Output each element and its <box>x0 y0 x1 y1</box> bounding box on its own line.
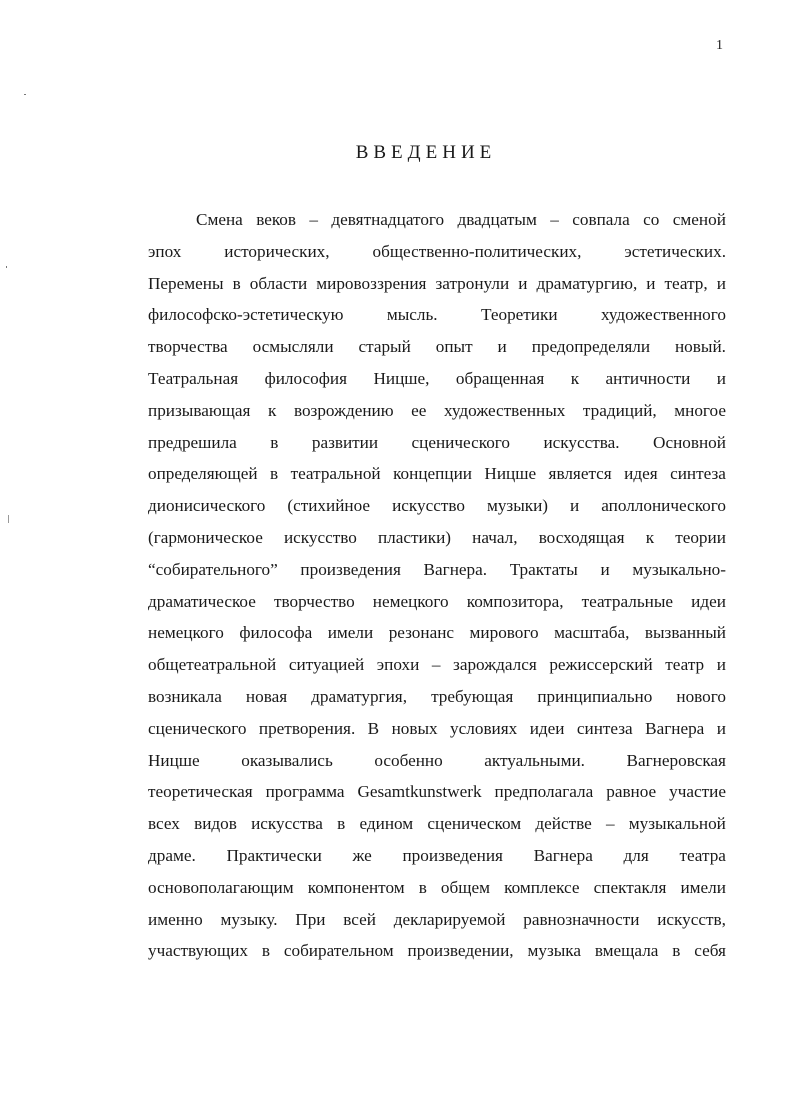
text-line <box>148 522 726 554</box>
word: художественного <box>600 305 726 325</box>
word: эстетических. <box>624 241 726 261</box>
word: новая <box>245 686 288 706</box>
word: Вагнеровская <box>626 750 726 770</box>
word: предполагала <box>494 782 594 802</box>
word: и <box>600 559 610 579</box>
word: условиях <box>450 718 518 738</box>
word: синтеза <box>576 718 633 738</box>
word: философия <box>264 368 347 388</box>
word: драматургия, <box>311 686 408 706</box>
word: многое <box>674 400 726 420</box>
scan-speck <box>24 94 26 95</box>
word: основополагающим <box>148 877 294 897</box>
word: комплексе <box>504 877 580 897</box>
word: мирового <box>469 623 539 643</box>
word: театральной <box>290 464 381 484</box>
word: себя <box>694 941 726 961</box>
word: участвующих <box>148 941 248 961</box>
word: немецкого <box>148 623 224 643</box>
word: в <box>261 941 270 961</box>
word: Вагнера <box>645 718 705 738</box>
word: драматическое <box>148 591 256 611</box>
word: девятнадцатого <box>331 210 445 229</box>
word: философа <box>239 623 313 643</box>
word: искусства <box>251 814 323 834</box>
scan-speck <box>6 266 7 268</box>
word: спектакля <box>593 877 667 897</box>
word: имели <box>327 623 374 643</box>
word: в <box>672 941 681 961</box>
word: дионисического <box>148 496 266 516</box>
word: новых <box>391 718 438 738</box>
word: ситуацией <box>288 655 365 675</box>
word: (стихийное <box>287 496 371 516</box>
word: претворения. <box>258 718 356 738</box>
word: театральные <box>581 591 674 611</box>
word: мировоззрения <box>316 273 427 293</box>
text-line <box>148 649 726 681</box>
word: масштаба, <box>554 623 630 643</box>
word: исторических, <box>224 241 330 261</box>
word: в <box>418 877 427 897</box>
word: принципиально <box>537 686 653 706</box>
word: музыкальной <box>628 814 726 834</box>
word: теории <box>675 527 726 547</box>
word: области <box>249 273 308 293</box>
word: При <box>295 909 326 929</box>
text-line <box>148 427 726 459</box>
word: искусств, <box>657 909 726 929</box>
word: затронули <box>435 273 510 293</box>
word: и <box>716 655 726 675</box>
word: сценическом <box>427 814 522 834</box>
text-line <box>148 776 726 808</box>
word: мысль. <box>386 305 438 325</box>
word: композитора, <box>466 591 564 611</box>
word: со <box>643 210 660 229</box>
word: и <box>646 273 656 293</box>
word: в <box>337 814 346 834</box>
word: веков <box>256 210 297 229</box>
word: идея <box>624 464 658 484</box>
text-line <box>148 840 726 872</box>
word: музыку. <box>220 909 278 929</box>
word: и <box>518 273 528 293</box>
word: – <box>431 655 441 675</box>
word: начал, <box>472 527 518 547</box>
word: резонанс <box>388 623 455 643</box>
word: – <box>550 210 559 229</box>
word: искусство <box>392 496 465 516</box>
word: эпохи <box>376 655 420 675</box>
word: – <box>605 814 615 834</box>
word: Ницше <box>484 464 537 484</box>
word: творчества <box>148 337 228 357</box>
word: сценического <box>148 718 247 738</box>
word: идеи <box>691 591 726 611</box>
word: художественных <box>443 400 566 420</box>
word: действе <box>535 814 592 834</box>
word: “собирательного” <box>148 559 278 579</box>
text-line <box>148 490 726 522</box>
word: новый. <box>674 337 726 357</box>
word: совпала <box>572 210 630 229</box>
word: произведении, <box>407 941 514 961</box>
page-number: 1 <box>716 38 723 53</box>
word: театра <box>679 845 726 865</box>
word: театр, <box>664 273 708 293</box>
word: осмысляли <box>252 337 334 357</box>
word: же <box>352 845 372 865</box>
word: музыка <box>527 941 581 961</box>
text-line <box>148 268 726 300</box>
word: Gesamtkunstwerk <box>357 782 482 802</box>
word: Вагнера <box>533 845 593 865</box>
word: Вагнера. <box>423 559 488 579</box>
word: декларируемой <box>393 909 506 929</box>
word: и <box>497 337 507 357</box>
word: двадцатым <box>457 210 537 229</box>
word: старый <box>358 337 411 357</box>
word: В <box>367 718 380 738</box>
word: Практически <box>226 845 322 865</box>
word: именно <box>148 909 203 929</box>
text-line <box>148 745 726 777</box>
word: общем <box>440 877 491 897</box>
word: требующая <box>431 686 514 706</box>
word: театр <box>665 655 705 675</box>
word: возникала <box>148 686 222 706</box>
word: особенно <box>374 750 443 770</box>
text-line <box>148 236 726 268</box>
word: и <box>716 273 726 293</box>
word: предрешила <box>148 432 237 452</box>
word: искусства. <box>543 432 620 452</box>
word: возрождению <box>293 400 394 420</box>
word: всей <box>343 909 376 929</box>
text-line <box>148 904 726 936</box>
word: музыки) <box>486 496 549 516</box>
word: призывающая <box>148 400 251 420</box>
word: ее <box>411 400 427 420</box>
word: собирательном <box>283 941 394 961</box>
word: нового <box>676 686 726 706</box>
word: обращенная <box>455 368 545 388</box>
text-line <box>148 872 726 904</box>
word: и <box>570 496 580 516</box>
text-line <box>148 713 726 745</box>
text-line <box>148 935 726 967</box>
word: общественно-политических, <box>372 241 582 261</box>
word: аполлонического <box>601 496 726 516</box>
word: едином <box>359 814 414 834</box>
text-line <box>148 681 726 713</box>
word: философско-эстетическую <box>148 305 344 325</box>
word: (гармоническое <box>148 527 263 547</box>
word: равное <box>606 782 657 802</box>
word: зарождался <box>453 655 537 675</box>
text-line <box>148 554 726 586</box>
word: Перемены <box>148 273 224 293</box>
text-line <box>148 458 726 490</box>
word: искусство <box>283 527 357 547</box>
word: в <box>270 464 279 484</box>
word: драматургию, <box>536 273 638 293</box>
word: вызванный <box>644 623 726 643</box>
text-line <box>148 586 726 618</box>
word: античности <box>605 368 691 388</box>
word: опыт <box>435 337 473 357</box>
word: Трактаты <box>509 559 578 579</box>
word: Ницше, <box>373 368 430 388</box>
word: всех <box>148 814 180 834</box>
text-line <box>148 617 726 649</box>
word: эпох <box>148 241 182 261</box>
word: сменой <box>672 210 726 229</box>
word: предопределяли <box>531 337 651 357</box>
word: и <box>716 368 726 388</box>
word: пластики) <box>377 527 451 547</box>
word: компонентом <box>307 877 405 897</box>
word: сценического <box>411 432 510 452</box>
page-title: ВВЕДЕНИЕ <box>355 142 497 163</box>
word: творчество <box>273 591 355 611</box>
word: концепции <box>393 464 472 484</box>
word: идеи <box>529 718 565 738</box>
text-line <box>148 395 726 427</box>
text-line <box>148 808 726 840</box>
word: произведения <box>402 845 503 865</box>
word: к <box>645 527 655 547</box>
word: развитии <box>311 432 379 452</box>
text-line <box>148 299 726 331</box>
word: теоретическая <box>148 782 253 802</box>
text-line <box>148 331 726 363</box>
word: к <box>268 400 277 420</box>
scan-speck <box>8 515 9 523</box>
word: Театральная <box>148 368 239 388</box>
word: в <box>270 432 279 452</box>
word: музыкально- <box>632 559 726 579</box>
word: немецкого <box>372 591 449 611</box>
word: Теоретики <box>481 305 558 325</box>
word: является <box>548 464 612 484</box>
word: актуальными. <box>484 750 585 770</box>
body-text <box>148 204 726 967</box>
text-line <box>148 363 726 395</box>
word: видов <box>194 814 237 834</box>
word: общетеатральной <box>148 655 277 675</box>
text-line <box>148 204 726 236</box>
word: для <box>623 845 649 865</box>
word: равнозначности <box>523 909 640 929</box>
word: Ницше <box>148 750 200 770</box>
word: вмещала <box>594 941 659 961</box>
word: произведения <box>300 559 401 579</box>
word: – <box>309 210 319 229</box>
word: драме. <box>148 845 196 865</box>
word: в <box>232 273 241 293</box>
word: традиций, <box>582 400 657 420</box>
word: режиссерский <box>549 655 653 675</box>
word: участие <box>669 782 726 802</box>
word: программа <box>265 782 345 802</box>
word: восходящая <box>538 527 625 547</box>
word: и <box>716 718 726 738</box>
word: Основной <box>653 432 726 452</box>
word: к <box>570 368 580 388</box>
word: имели <box>680 877 726 897</box>
word: Смена <box>196 210 243 229</box>
word: оказывались <box>241 750 333 770</box>
word: синтеза <box>670 464 726 484</box>
word: определяющей <box>148 464 258 484</box>
